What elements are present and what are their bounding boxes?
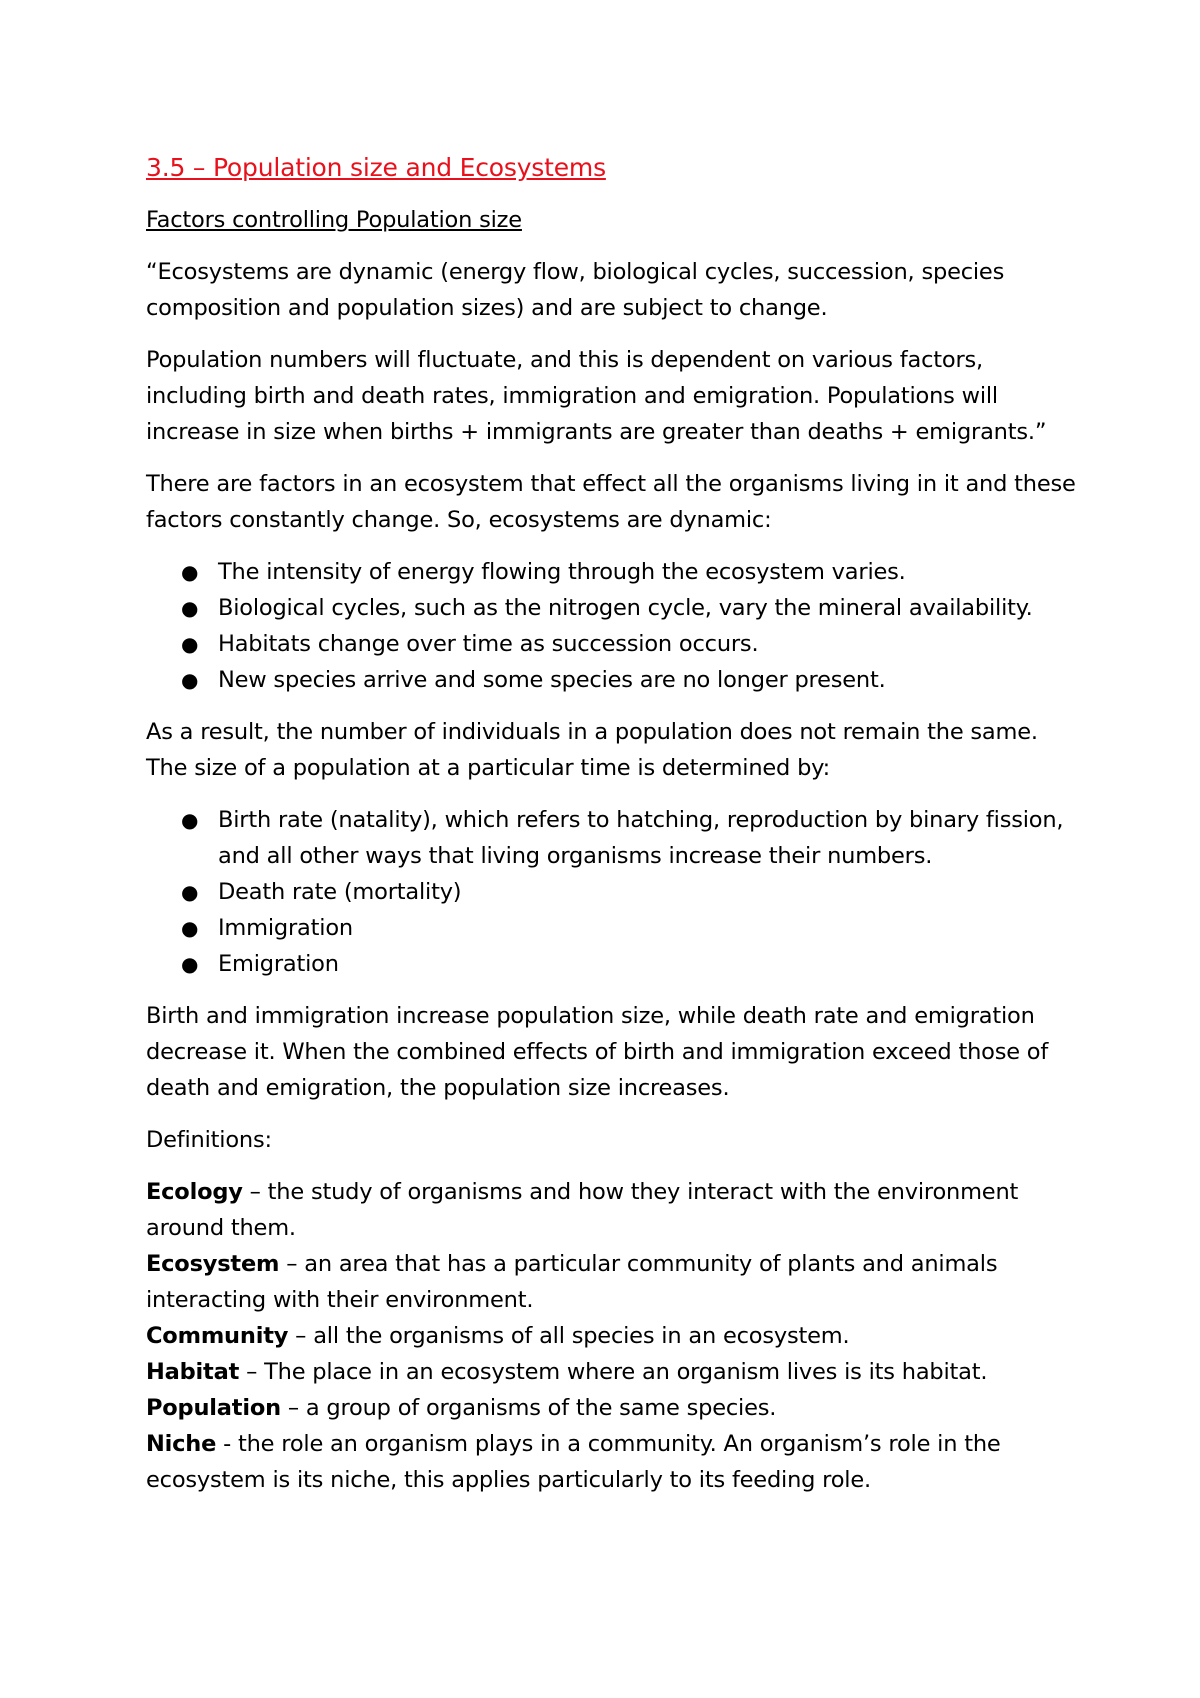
paragraph-2: Population numbers will fluctuate, and this is dependent on various factors, including birth and death rates, immigration and emigration. Populations will increase in size when births + immigrants are greater than deaths + emigrants.” — [146, 347, 1047, 445]
definition-text: – all the organisms of all species in an ecosystem. — [288, 1323, 850, 1349]
section-heading: Factors controlling Population size — [146, 207, 522, 233]
definition-text: – The place in an ecosystem where an organism lives is its habitat. — [239, 1359, 988, 1385]
paragraph-1: “Ecosystems are dynamic (energy flow, biological cycles, succession, species composition and population sizes) and are subject to change. — [146, 259, 1005, 321]
definition-item — [146, 1174, 1086, 1246]
document-page — [146, 150, 1086, 1498]
definition-text: - the role an organism plays in a community. An organism’s role in the ecosystem is its niche, this applies particularly to its feeding role. — [146, 1431, 1001, 1493]
definition-term: Habitat — [146, 1359, 240, 1385]
definition-text: – a group of organisms of the same species. — [280, 1395, 777, 1421]
bullet-icon: ● — [181, 560, 199, 584]
bullet-icon: ● — [181, 916, 199, 940]
bullet-icon: ● — [181, 632, 199, 656]
list-item: ● New species arrive and some species are no longer present. — [218, 662, 1086, 698]
definition-term: Ecology — [146, 1179, 243, 1205]
definition-term: Niche — [146, 1431, 217, 1457]
definition-item — [146, 1318, 1086, 1354]
list-item: ● Habitats change over time as succession occurs. — [218, 626, 1086, 662]
bullet-icon: ● — [181, 952, 199, 976]
definitions-list — [146, 1174, 1086, 1498]
list-item: ● Immigration — [218, 910, 1086, 946]
list-item: ● Biological cycles, such as the nitrogen cycle, vary the mineral availability. — [218, 590, 1086, 626]
definition-item — [146, 1354, 1086, 1390]
paragraph-5: Birth and immigration increase population size, while death rate and emigration decrease it. When the combined effects of birth and immigration exceed those of death and emigration, the population size increases. — [146, 1003, 1049, 1101]
bullet-icon: ● — [181, 596, 199, 620]
list-item: ● The intensity of energy flowing through the ecosystem varies. — [218, 554, 1086, 590]
paragraph-4: As a result, the number of individuals in a population does not remain the same. The size of a population at a particular time is determined by: — [146, 719, 1038, 781]
bullet-icon: ● — [181, 880, 199, 904]
paragraph-3: There are factors in an ecosystem that effect all the organisms living in it and these factors constantly change. So, ecosystems are dynamic: — [146, 471, 1076, 533]
bullet-icon: ● — [181, 668, 199, 692]
definition-text: – the study of organisms and how they interact with the environment around them. — [146, 1179, 1019, 1241]
definition-item — [146, 1426, 1086, 1498]
definition-text: – an area that has a particular community of plants and animals interacting with their environment. — [146, 1251, 998, 1313]
list-item: ● Death rate (mortality) — [218, 874, 1086, 910]
page-title: 3.5 – Population size and Ecosystems — [146, 153, 606, 182]
definition-item — [146, 1390, 1086, 1426]
definition-term: Community — [146, 1323, 289, 1349]
bullet-icon: ● — [181, 808, 199, 832]
definition-term: Population — [146, 1395, 281, 1421]
dynamic-factors-list — [146, 554, 1086, 698]
list-item: ● Emigration — [218, 946, 1086, 982]
definition-item — [146, 1246, 1086, 1318]
population-determinants-list — [146, 802, 1086, 982]
definition-term: Ecosystem — [146, 1251, 280, 1277]
list-item: ● Birth rate (natality), which refers to hatching, reproduction by binary fission, and all other ways that living organisms increase their numbers. — [218, 802, 1086, 874]
definitions-label: Definitions: — [146, 1127, 272, 1153]
